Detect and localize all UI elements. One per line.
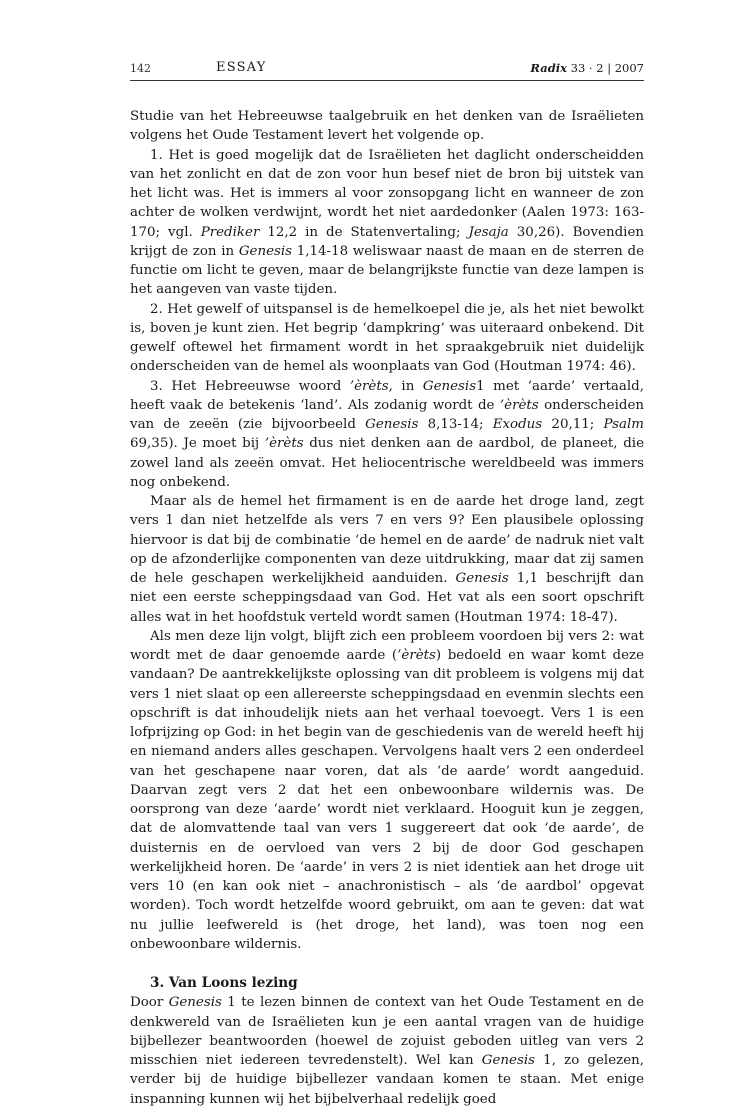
italic-term: Genesis (455, 571, 509, 586)
paragraph: Studie van het Hebreeuwse taalgebruik en het denken van de Israëlieten volgens het Oude Testament levert het volgende op. (130, 109, 644, 144)
section-heading: 3. Van Loons lezing (150, 975, 298, 991)
article-body (130, 107, 644, 1109)
italic-term: Genesis (481, 1053, 535, 1068)
paragraph: 1. Het is goed mogelijk dat de Israëlieten het daglicht onderscheidden van het zonlicht en dat de zon voor hun besef niet de bron bij uitstek van het licht was. Het is immers al voor zonsopgang licht en wanneer de zon achter de wolken verdwijnt, wordt het niet aardedonker (Aalen 1973: 163-170; vgl. Prediker 12,2 in de Statenvertaling; Jesaja 30,26). Bovendien krijgt de zon in Genesis 1,14-18 weliswaar naast de maan en de sterren de functie om licht te geven, maar de belangrijkste functie van deze lampen is het aangeven van vaste tijden. (130, 147, 644, 298)
journal-name: Radix (530, 61, 567, 75)
journal-issue: 33 · 2 | 2007 (570, 61, 644, 75)
italic-term: ’èrèts (397, 648, 436, 663)
italic-term: ’èrèts (264, 436, 304, 452)
section-label: ESSAY (216, 60, 267, 75)
running-header (130, 60, 644, 81)
italic-term: ’èrèts (499, 397, 539, 413)
italic-term: Genesis (168, 995, 222, 1011)
paragraph: 3. Het Hebreeuwse woord ’èrèts, in Genesis1 met ‘aarde’ vertaald, heeft vaak de betekenis ‘land’. Als zodanig wordt de ’èrèts onderscheiden van de zeeën (zie bijvoorbeeld Genesis 8,13-14; Exodus 20,11; Psalm 69,35). Je moet bij ’èrèts dus niet denken aan de aardbol, de planeet, die zowel land als zeeën omvat. Het heliocentrische wereldbeeld was immers nog onbekend. (130, 378, 645, 490)
page-number: 142 (130, 62, 151, 75)
italic-term: Genesis (365, 417, 419, 432)
paragraph: Door Genesis 1 te lezen binnen de context van het Oude Testament en de denkwereld van de Israëlieten kun je een aantal vragen van de huidige bijbellezer beantwoorden (hoewel de zojuist geboden uitleg van vers 2 misschien niet iedereen tevredenstelt). Wel kan Genesis 1, zo gelezen, verder bij de huidige bijbellezer vandaan komen te staan. Met enige inspanning kunnen wij het bijbelverhaal redelijk goed (130, 995, 644, 1107)
paragraph: Als men deze lijn volgt, blijft zich een probleem voordoen bij vers 2: wat wordt met de daar genoemde aarde (’èrèts) bedoeld en waar komt deze vandaan? De aantrekkelijkste oplossing van dit probleem is volgens mij dat vers 1 niet slaat op een allereerste scheppingsdaad en evenmin slechts een opschrift is dat inhoudelijk niets aan het verhaal toevoegt. Vers 1 is een lofprijzing op God: in het begin van de geschiedenis van de wereld heeft hij en niemand anders alles geschapen. Vervolgens haalt vers 2 een onderdeel van het geschapene naar voren, dat als ‘de aarde’ wordt aangeduid. Daarvan zegt vers 2 dat het een onbewoonbare wildernis was. De oorsprong van deze ‘aarde’ wordt niet verklaard. Hooguit kun je zeggen, dat de alomvattende taal van vers 1 suggereert dat ook ‘de aarde’, de duisternis en de oervloed van vers 2 bij de door God geschapen werkelijkheid horen. De ‘aarde’ in vers 2 is niet identiek aan het droge uit vers 10 (en kan ook niet – anachronistisch – als ‘de aardbol’ opgevat worden). Toch wordt hetzelfde woord gebruikt, om aan te geven: dat wat nu jullie leefwereld is (het droge, het land), was toen nog een onbewoonbare wildernis. (130, 628, 645, 952)
italic-term: Psalm (603, 417, 645, 432)
italic-term: ’èrèts (349, 378, 389, 394)
paragraph: Maar als de hemel het firmament is en de aarde het droge land, zegt vers 1 dan niet hetzelfde als vers 7 en vers 9? Een plausibele oplossing hiervoor is dat bij de combinatie ‘de hemel en de aarde’ de nadruk niet valt op de afzonderlijke componenten van deze uitdrukking, maar dat zij samen de hele geschapen werkelijkheid aanduiden. Genesis 1,1 beschrijft dan niet een eerste scheppingsdaad van God. Het vat als een soort opschrift alles wat in het hoofdstuk verteld wordt samen (Houtman 1974: 18-47). (130, 494, 644, 625)
journal-reference (530, 61, 644, 75)
italic-term: Prediker (200, 224, 260, 240)
italic-term: Genesis (238, 243, 293, 259)
paragraph: 2. Het gewelf of uitspansel is de hemelkoepel die je, als het niet bewolkt is, boven je kunt zien. Het begrip ‘dampkring’ was uiteraard onbekend. Dit gewelf oftewel het firmament wordt in het spraakgebruik niet duidelijk onderscheiden van de hemel als woonplaats van God (Houtman 1974: 46). (130, 301, 644, 375)
italic-term: Genesis (422, 378, 477, 394)
italic-term: Jesaja (468, 224, 509, 240)
italic-term: Exodus (492, 417, 543, 432)
